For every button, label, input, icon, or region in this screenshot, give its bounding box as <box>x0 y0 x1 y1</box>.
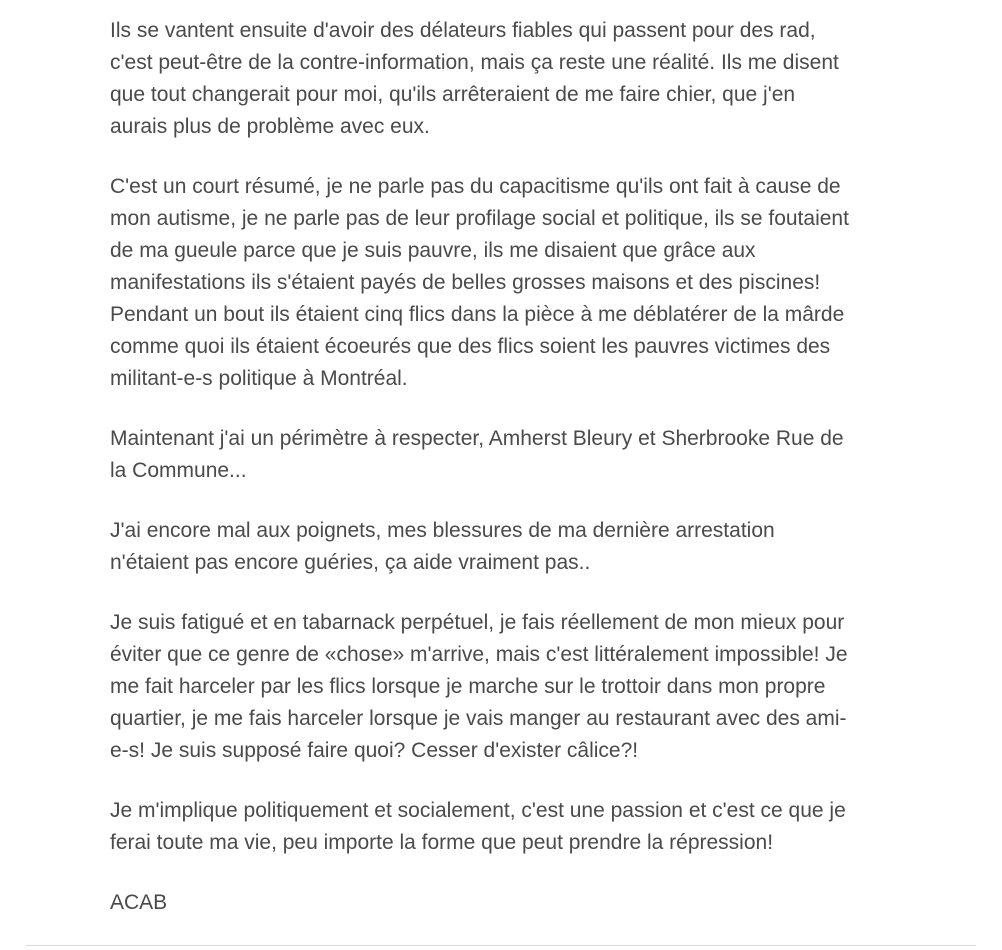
paragraph-informants: Ils se vantent ensuite d'avoir des délateurs fiables qui passent pour des rad, c'est peut-être de la contre-information, mais ça reste une réalité. Ils me disent que tout changerait pour moi, qu'ils arrêteraient de me faire chier, que j'en aurais plus de problème avec eux. <box>110 19 839 138</box>
signature: ACAB <box>110 891 168 914</box>
paragraph-wrists: J'ai encore mal aux poignets, mes blessures de ma dernière arrestation n'étaient pas encore guéries, ça aide vraiment pas.. <box>110 519 775 574</box>
paragraph-harassment: Je suis fatigué et en tabarnack perpétuel, je fais réellement de mon mieux pour éviter que ce genre de «chose» m'arrive, mais c'est littéralement impossible! Je me fait harceler par les flics lorsque je marche sur le trottoir dans mon propre quartier, je me fais harceler lorsque je vais manger au restaurant avec des ami- e-s! Je suis supposé faire quoi? Cesser d'exister câlice?! <box>110 611 848 762</box>
paragraph-commitment: Je m'implique politiquement et socialement, c'est une passion et c'est ce que je ferai toute ma vie, peu importe la forme que peut prendre la répression! <box>110 799 846 854</box>
bottom-divider <box>26 945 976 946</box>
paragraph-perimeter: Maintenant j'ai un périmètre à respecter, Amherst Bleury et Sherbrooke Rue de la Commune... <box>110 427 844 482</box>
article-body <box>110 15 970 919</box>
paragraph-summary: C'est un court résumé, je ne parle pas du capacitisme qu'ils ont fait à cause de mon autisme, je ne parle pas de leur profilage social et politique, ils se foutaient de ma gueule parce que je suis pauvre, ils me disaient que grâce aux manifestations ils s'étaient payés de belles grosses maisons et des piscines! Pendant un bout ils étaient cinq flics dans la pièce à me déblatérer de la mârde comme quoi ils étaient écoeurés que des flics soient les pauvres victimes des militant-e-s politique à Montréal. <box>110 175 849 390</box>
